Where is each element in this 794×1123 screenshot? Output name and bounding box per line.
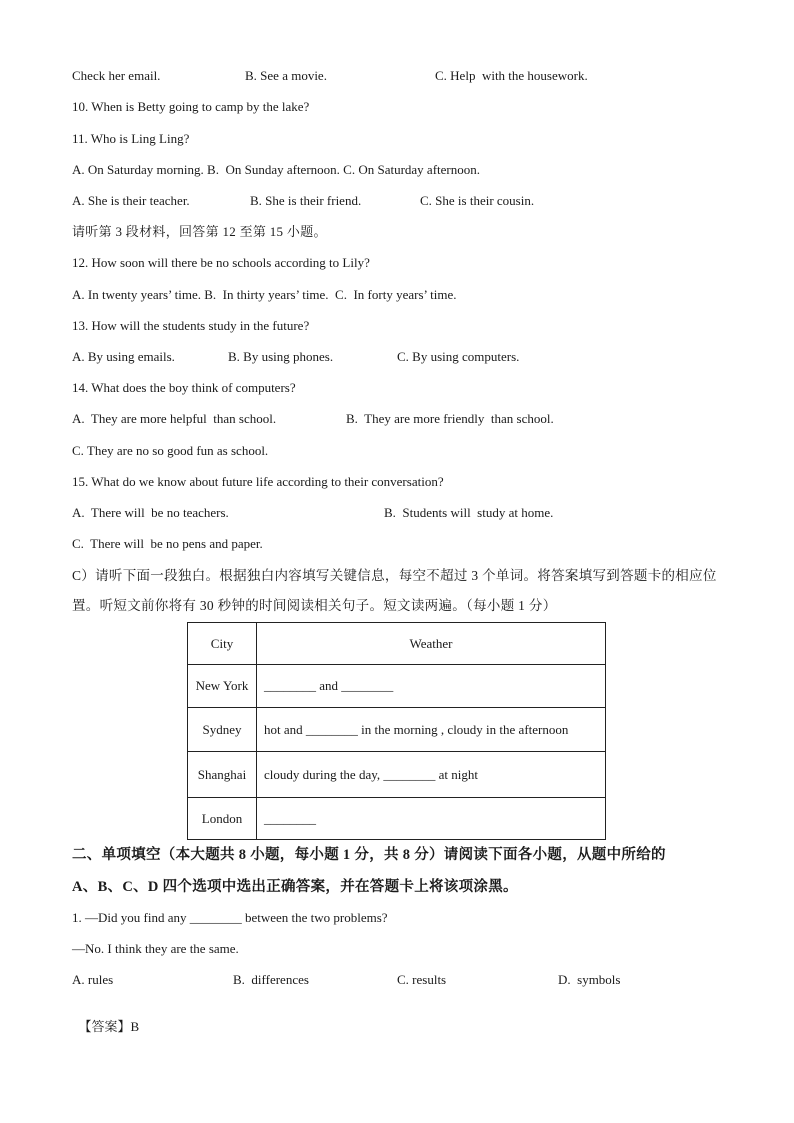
header-weather: Weather — [257, 623, 606, 665]
q15-option-c: C. There will be no pens and paper. — [72, 536, 263, 551]
table-row — [188, 798, 606, 840]
p2-q1-option-d: D. symbols — [558, 972, 621, 987]
answer-label: 【答案】 — [78, 1019, 131, 1034]
sectionC-instruction-line2: 置。听短文前你将有 30 秒钟的时间阅读相关句子。短文读两遍。（每小题 1 分） — [72, 598, 557, 613]
q13-option-b: B. By using phones. — [228, 349, 334, 364]
table-row — [188, 752, 606, 798]
q10-options: A. On Saturday morning. B. On Sunday afternoon. C. On Saturday afternoon. — [72, 162, 480, 177]
city-cell: New York — [188, 665, 257, 708]
answer-value: B — [130, 1019, 140, 1034]
weather-table — [187, 622, 606, 840]
q11-option-a: A. She is their teacher. — [72, 193, 190, 208]
q15-option-b: B. Students will study at home. — [384, 505, 554, 520]
q14-option-b: B. They are more friendly than school. — [346, 411, 554, 426]
q12-options: A. In twenty years’ time. B. In thirty years’ time. C. In forty years’ time. — [72, 287, 457, 302]
part2-heading-line2: A、B、C、D 四个选项中选出正确答案，并在答题卡上将该项涂黑。 — [72, 879, 518, 895]
q9-option-c: C. Help with the housework. — [435, 68, 588, 83]
weather-cell: hot and ________ in the morning , cloudy in the afternoon — [257, 708, 606, 752]
table-row — [188, 708, 606, 752]
q11-option-c: C. She is their cousin. — [420, 193, 535, 208]
table-row — [188, 665, 606, 708]
q10-question: 10. When is Betty going to camp by the lake? — [72, 99, 310, 114]
weather-cell: ________ — [257, 798, 606, 840]
section3-instruction: 请听第 3 段材料，回答第 12 至第 15 小题。 — [72, 224, 327, 239]
q15-question: 15. What do we know about future life according to their conversation? — [72, 474, 444, 489]
p2-q1-option-c: C. results — [397, 972, 447, 987]
q13-option-c: C. By using computers. — [397, 349, 520, 364]
q9-option-b: B. See a movie. — [245, 68, 327, 83]
p2-q1-question: 1. —Did you find any ________ between the two problems? — [72, 910, 388, 925]
p2-q1-option-a: A. rules — [72, 972, 114, 987]
q15-option-a: A. There will be no teachers. — [72, 505, 229, 520]
q13-option-a: A. By using emails. — [72, 349, 175, 364]
answer-line — [72, 1003, 139, 1035]
p2-q1-reply: —No. I think they are the same. — [72, 941, 239, 956]
city-cell: London — [188, 798, 257, 840]
q14-question: 14. What does the boy think of computers? — [72, 380, 296, 395]
sectionC-instruction-line1: C）请听下面一段独白。根据独白内容填写关键信息，每空不超过 3 个单词。将答案填写到答题卡的相应位 — [72, 568, 717, 583]
q13-question: 13. How will the students study in the future? — [72, 318, 310, 333]
city-cell: Shanghai — [188, 752, 257, 798]
q9-option-a: Check her email. — [72, 68, 161, 83]
table-header-row — [188, 623, 606, 665]
q11-question: 11. Who is Ling Ling? — [72, 131, 190, 146]
q11-option-b: B. She is their friend. — [250, 193, 362, 208]
header-city: City — [188, 623, 257, 665]
part2-heading-line1: 二、单项填空（本大题共 8 小题，每小题 1 分，共 8 分）请阅读下面各小题，从题中所给的 — [72, 847, 666, 863]
city-cell: Sydney — [188, 708, 257, 752]
p2-q1-option-b: B. differences — [233, 972, 309, 987]
q14-option-a: A. They are more helpful than school. — [72, 411, 277, 426]
q12-question: 12. How soon will there be no schools according to Lily? — [72, 255, 370, 270]
q14-option-c: C. They are no so good fun as school. — [72, 443, 269, 458]
weather-cell: cloudy during the day, ________ at night — [257, 752, 606, 798]
weather-cell: ________ and ________ — [257, 665, 606, 708]
